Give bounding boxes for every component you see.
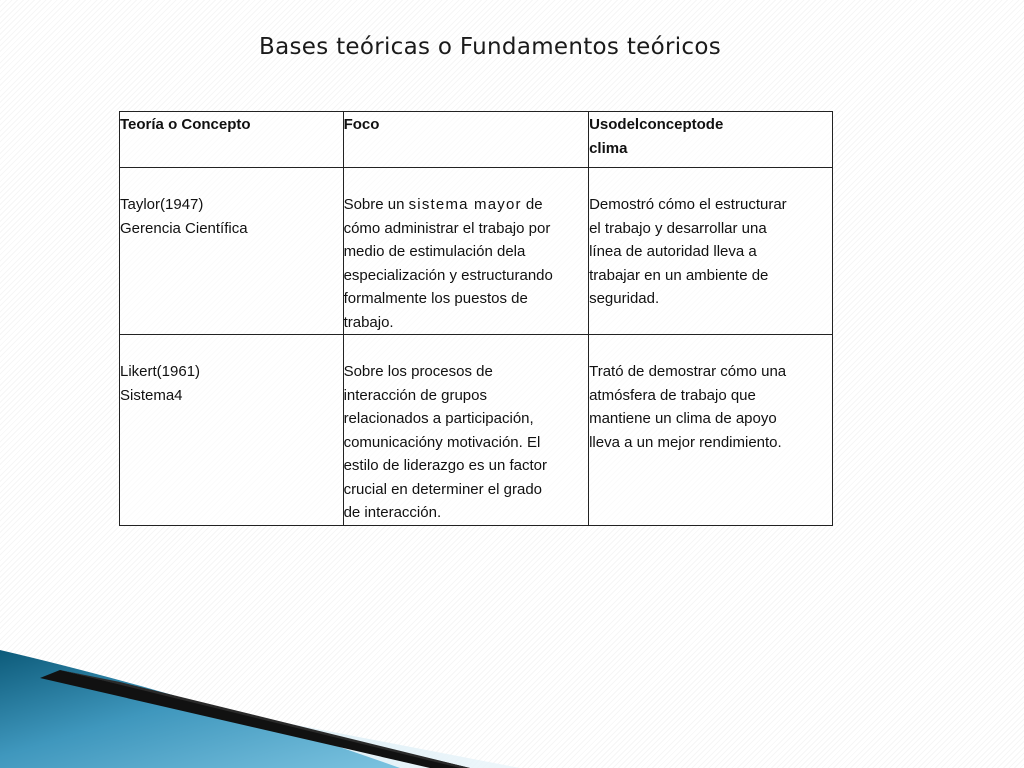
slide-title-text: Bases teóricas o Fundamentos teóricos — [258, 34, 722, 60]
table-header-row — [120, 112, 833, 168]
table-row — [120, 168, 833, 335]
header-usage: Usodelconceptode clima — [589, 112, 833, 168]
decorative-corner-swoosh — [0, 638, 1024, 768]
table-row — [120, 335, 833, 526]
row-concept-taylor: Taylor(1947) Gerencia Científica — [120, 168, 344, 335]
row-focus-taylor: Sobre un sistema mayor de cómo administrar el trabajo por medio de estimulación dela especialización y estructurando formalmente los puestos de trabajo. — [343, 168, 589, 335]
header-focus: Foco — [343, 112, 589, 168]
slide-title — [0, 34, 1024, 60]
row-usage-taylor: Demostró cómo el estructurar el trabajo y desarrollar una línea de autoridad lleva a trabajar en un ambiente de seguridad. — [589, 168, 833, 335]
row-focus-likert: Sobre los procesos de interacción de grupos relacionados a participación, comunicacióny motivación. El estilo de liderazgo es un factor crucial en determiner el grado de interacción. — [343, 335, 589, 526]
header-theory: Teoría o Concepto — [120, 112, 344, 168]
row-usage-likert: Trató de demostrar cómo una atmósfera de trabajo que mantiene un clima de apoyo lleva a un mejor rendimiento. — [589, 335, 833, 526]
row-concept-likert: Likert(1961) Sistema4 — [120, 335, 344, 526]
theory-table — [119, 111, 833, 526]
